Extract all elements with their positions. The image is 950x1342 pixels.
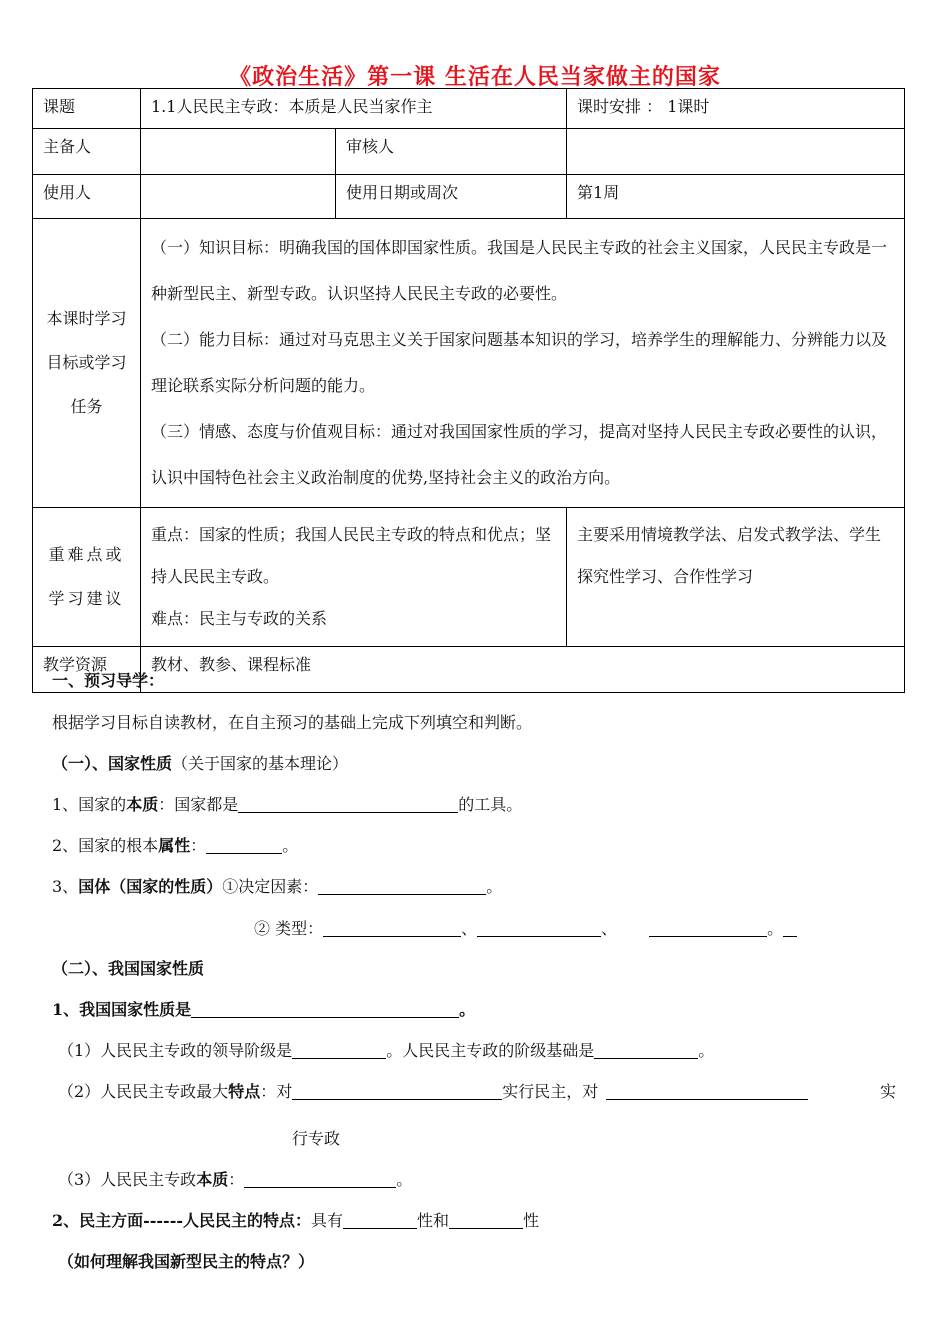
question-3: 3、国体（国家的性质）①决定因素： 。: [52, 877, 503, 896]
preparer-label: 主备人: [33, 129, 141, 175]
preview-heading: 一、预习导学：: [52, 671, 165, 690]
blank[interactable]: [343, 1212, 417, 1229]
resources-value: 教材、教参、课程标准: [141, 647, 905, 693]
focus-text: 重点：国家的性质；我国人民民主专政的特点和优点；坚持人民民主专政。: [151, 525, 552, 586]
goals-label: 本课时学习目标或学习任务: [33, 219, 141, 508]
blank[interactable]: [292, 1042, 386, 1059]
user-label: 使用人: [33, 175, 141, 219]
question-1: 1、国家的本质：国家都是 的工具。: [52, 795, 523, 814]
date-label: 使用日期或周次: [336, 175, 567, 219]
blank[interactable]: [238, 796, 458, 813]
blank[interactable]: [318, 878, 486, 895]
blank[interactable]: [477, 920, 601, 937]
key-points-label: 重难点或学习建议: [33, 508, 141, 647]
question-5: （1）人民民主专政的领导阶级是 。人民民主专政的阶级基础是 。: [58, 1041, 715, 1060]
blank[interactable]: [244, 1171, 396, 1188]
question-6-continued: 行专政: [292, 1129, 341, 1148]
question-2: 2、国家的根本属性： 。: [52, 836, 299, 855]
user-value: [141, 175, 336, 219]
section-2-heading: （二）、我国国家性质: [52, 959, 205, 978]
blank[interactable]: [449, 1212, 523, 1229]
question-6-end: 实: [880, 1082, 897, 1101]
question-4: 1、我国国家性质是 。: [52, 1000, 476, 1019]
topic-label: 课题: [33, 89, 141, 129]
preparer-value: [141, 129, 336, 175]
blank[interactable]: [191, 1001, 459, 1018]
question-8: 2、民主方面------人民民主的特点：具有 性和 性: [52, 1211, 540, 1230]
ability-goal: （二）能力目标：通过对马克思主义关于国家问题基本知识的学习，培养学生的理解能力、分辨能力以及理论联系实际分析问题的能力。: [151, 330, 888, 395]
reviewer-value: [567, 129, 905, 175]
resources-label: 教学资源: [33, 647, 141, 693]
question-9: （如何理解我国新型民主的特点？）: [58, 1252, 315, 1271]
week-value: 第1周: [567, 175, 905, 219]
topic-value: 1.1人民民主专政：本质是人民当家作主: [141, 89, 567, 129]
question-6: （2）人民民主专政最大特点：对 实行民主，对: [58, 1079, 808, 1102]
lesson-info-table: [32, 88, 905, 693]
reviewer-label: 审核人: [336, 129, 567, 175]
blank[interactable]: [323, 920, 461, 937]
goals-content: [141, 219, 905, 508]
key-points-content: [141, 508, 567, 647]
preview-intro: 根据学习目标自读教材，在自主预习的基础上完成下列填空和判断。: [52, 713, 533, 732]
emotion-goal: （三）情感、态度与价值观目标：通过对我国国家性质的学习，提高对坚持人民民主专政必要性的认识，认识中国特色社会主义政治制度的优势,坚持社会主义的政治方向。: [151, 422, 888, 487]
blank[interactable]: [594, 1042, 698, 1059]
knowledge-goal: （一）知识目标：明确我国的国体即国家性质。我国是人民民主专政的社会主义国家，人民民主专政是一种新型民主、新型专政。认识坚持人民民主专政的必要性。: [151, 238, 888, 303]
question-3-types: ② 类型： 、 、 。: [254, 916, 797, 939]
section-1-heading: （一）、国家性质（关于国家的基本理论）: [52, 754, 349, 773]
blank[interactable]: [649, 920, 767, 937]
blank[interactable]: [292, 1083, 502, 1100]
blank[interactable]: [206, 837, 282, 854]
page-title: 《政治生活》第一课 生活在人民当家做主的国家: [229, 64, 721, 90]
schedule-cell: 课时安排 ： 1课时: [567, 89, 905, 129]
difficulty-text: 难点：民主与专政的关系: [151, 609, 328, 628]
question-7: （3）人民民主专政本质： 。: [58, 1170, 413, 1189]
method-content: 主要采用情境教学法、启发式教学法、学生探究性学习、合作性学习: [567, 508, 905, 647]
blank[interactable]: [606, 1083, 808, 1100]
